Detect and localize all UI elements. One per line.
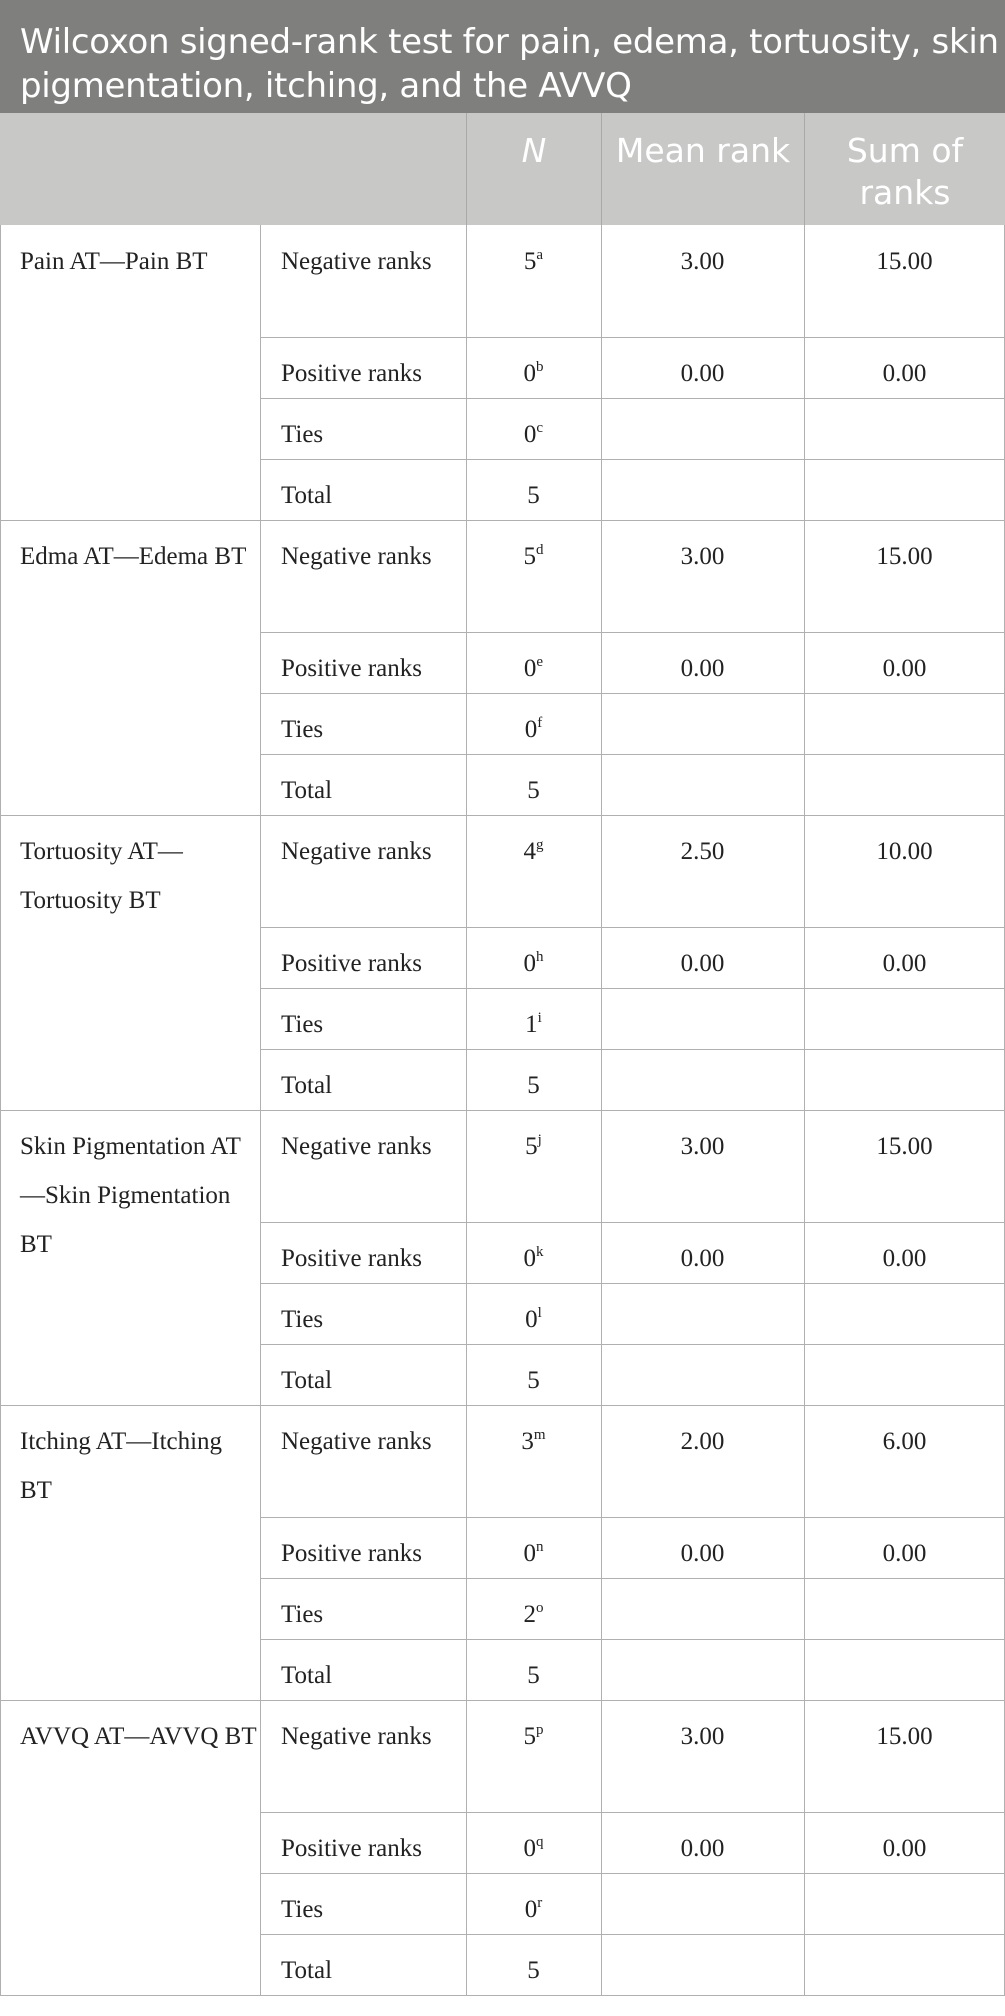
group-label: Edma AT—Edema BT <box>20 543 247 570</box>
sum-of-ranks-value <box>804 1049 1005 1110</box>
row-label: Negative ranks <box>281 248 432 275</box>
row-label: Positive ranks <box>281 1835 422 1862</box>
table-title: Wilcoxon signed-rank test for pain, edema, tortuosity, skin pigmentation, itching, and the AVVQ <box>0 0 1005 113</box>
mean-rank-value <box>601 1344 804 1405</box>
table-row <box>0 1283 1005 1344</box>
n-number: 0 <box>523 1540 536 1567</box>
footnote-marker: p <box>536 1722 544 1738</box>
n-number: 5 <box>523 1723 536 1750</box>
n-value <box>466 337 601 398</box>
n-value <box>466 815 601 927</box>
n-value <box>466 693 601 754</box>
row-label: Total <box>281 777 333 804</box>
footnote-marker: o <box>536 1600 544 1616</box>
n-number: 5 <box>527 482 540 509</box>
table-row <box>0 1517 1005 1578</box>
footnote-marker: q <box>536 1834 544 1850</box>
n-number: 5 <box>525 1133 538 1160</box>
row-label: Negative ranks <box>281 543 432 570</box>
group-label: Tortuosity AT—Tortuosity BT <box>20 838 183 914</box>
table-row <box>0 225 1005 337</box>
n-value <box>466 1578 601 1639</box>
mean-rank-value: 0.00 <box>680 1835 725 1862</box>
table-row <box>0 815 1005 927</box>
column-divider <box>804 225 805 1996</box>
row-label: Positive ranks <box>281 655 422 682</box>
row-label: Negative ranks <box>281 1428 432 1455</box>
n-value <box>466 1110 601 1222</box>
header-mean-rank: Mean rank <box>601 113 804 225</box>
n-value <box>466 1517 601 1578</box>
sum-of-ranks-value <box>804 459 1005 520</box>
mean-rank-value: 3.00 <box>680 1723 725 1750</box>
footnote-marker: k <box>536 1244 544 1260</box>
row-label: Positive ranks <box>281 950 422 977</box>
footnote-marker: d <box>536 542 544 558</box>
footnote-marker: c <box>536 420 544 436</box>
n-value <box>466 1222 601 1283</box>
mean-rank-value: 3.00 <box>680 248 725 275</box>
row-label: Ties <box>281 716 324 743</box>
mean-rank-value <box>601 1639 804 1700</box>
row-label: Ties <box>281 1601 324 1628</box>
header-sum-of-ranks: Sum of ranks <box>804 113 1005 225</box>
n-value <box>466 632 601 693</box>
footnote-marker: f <box>537 715 543 731</box>
footnote-marker: g <box>536 837 544 853</box>
sum-of-ranks-value <box>804 1873 1005 1934</box>
row-label: Ties <box>281 421 324 448</box>
sum-of-ranks-value <box>804 1578 1005 1639</box>
table-row <box>0 632 1005 693</box>
n-value <box>466 1283 601 1344</box>
sum-of-ranks-value: 0.00 <box>882 950 927 977</box>
table-row <box>0 1110 1005 1222</box>
table-row <box>0 988 1005 1049</box>
table-row <box>0 1873 1005 1934</box>
group-divider <box>0 1995 1005 1996</box>
mean-rank-value <box>601 754 804 815</box>
table-row <box>0 337 1005 398</box>
table-row <box>0 1934 1005 1995</box>
group-label: Skin Pigmentation AT—Skin Pigmentation BT <box>20 1133 241 1258</box>
mean-rank-value: 0.00 <box>680 1245 725 1272</box>
table-row <box>0 1700 1005 1812</box>
mean-rank-value: 2.00 <box>680 1428 725 1455</box>
mean-rank-value <box>601 1283 804 1344</box>
footnote-marker: h <box>536 949 544 965</box>
n-number: 5 <box>527 777 540 804</box>
footnote-marker: r <box>537 1895 543 1911</box>
table-row <box>0 520 1005 632</box>
n-value <box>466 520 601 632</box>
n-number: 0 <box>525 1306 538 1333</box>
footnote-marker: m <box>533 1427 546 1443</box>
footnote-marker: j <box>537 1132 542 1148</box>
group-label: Itching AT—Itching BT <box>20 1428 223 1504</box>
n-number: 0 <box>524 716 538 743</box>
sum-of-ranks-value <box>804 988 1005 1049</box>
row-label: Total <box>281 1367 333 1394</box>
header-n: N <box>466 113 601 225</box>
table-row <box>0 1405 1005 1517</box>
n-number: 0 <box>523 360 536 387</box>
footnote-marker: l <box>537 1305 542 1321</box>
mean-rank-value <box>601 398 804 459</box>
row-label: Total <box>281 1662 333 1689</box>
mean-rank-value <box>601 1873 804 1934</box>
mean-rank-value: 0.00 <box>680 360 725 387</box>
table-row <box>0 398 1005 459</box>
footnote-marker: i <box>537 1010 542 1026</box>
group-label: AVVQ AT—AVVQ BT <box>20 1723 257 1750</box>
row-label: Positive ranks <box>281 1245 422 1272</box>
sum-of-ranks-value: 0.00 <box>882 655 927 682</box>
n-number: 0 <box>523 1835 536 1862</box>
table-row <box>0 1222 1005 1283</box>
n-number: 0 <box>523 950 536 977</box>
sum-of-ranks-value: 0.00 <box>882 1540 927 1567</box>
sum-of-ranks-value <box>804 1639 1005 1700</box>
sum-of-ranks-value: 15.00 <box>876 248 933 275</box>
mean-rank-value <box>601 1578 804 1639</box>
group-label: Pain AT—Pain BT <box>20 248 208 275</box>
sum-of-ranks-value: 0.00 <box>882 1835 927 1862</box>
mean-rank-value <box>601 459 804 520</box>
sum-of-ranks-value <box>804 1283 1005 1344</box>
row-label: Ties <box>281 1011 324 1038</box>
n-value <box>466 398 601 459</box>
n-number: 5 <box>527 1662 540 1689</box>
sum-of-ranks-value: 6.00 <box>882 1428 927 1455</box>
n-value <box>466 1639 601 1700</box>
n-number: 5 <box>527 1072 540 1099</box>
row-label: Total <box>281 482 333 509</box>
n-value <box>466 1344 601 1405</box>
sum-of-ranks-value: 10.00 <box>876 838 933 865</box>
n-value <box>466 988 601 1049</box>
column-divider <box>601 225 602 1996</box>
mean-rank-value <box>601 1934 804 1995</box>
n-value <box>466 1812 601 1873</box>
mean-rank-value: 2.50 <box>680 838 725 865</box>
table-header <box>0 113 1005 225</box>
table-row <box>0 1049 1005 1110</box>
column-divider <box>466 225 467 1996</box>
n-value <box>466 1934 601 1995</box>
table-row <box>0 927 1005 988</box>
n-value <box>466 459 601 520</box>
n-number: 0 <box>523 421 537 448</box>
table-row <box>0 1812 1005 1873</box>
mean-rank-value: 0.00 <box>680 950 725 977</box>
row-label: Negative ranks <box>281 1723 432 1750</box>
row-label: Ties <box>281 1896 324 1923</box>
n-number: 5 <box>523 543 536 570</box>
n-number: 0 <box>524 1896 538 1923</box>
sum-of-ranks-value: 15.00 <box>876 1133 933 1160</box>
n-value <box>466 1405 601 1517</box>
sum-of-ranks-value <box>804 1934 1005 1995</box>
mean-rank-value: 0.00 <box>680 655 725 682</box>
sum-of-ranks-value: 15.00 <box>876 1723 933 1750</box>
row-label: Negative ranks <box>281 838 432 865</box>
table-row <box>0 754 1005 815</box>
mean-rank-value <box>601 693 804 754</box>
n-number: 5 <box>527 1367 540 1394</box>
table-body <box>0 225 1005 2000</box>
sum-of-ranks-value <box>804 754 1005 815</box>
n-value <box>466 1049 601 1110</box>
n-number: 0 <box>523 655 537 682</box>
footnote-marker: n <box>536 1539 544 1555</box>
mean-rank-value: 3.00 <box>680 543 725 570</box>
table-row <box>0 459 1005 520</box>
n-value <box>466 1873 601 1934</box>
n-value <box>466 754 601 815</box>
table-row <box>0 693 1005 754</box>
row-label: Positive ranks <box>281 360 422 387</box>
mean-rank-value: 3.00 <box>680 1133 725 1160</box>
n-value <box>466 225 601 337</box>
n-number: 2 <box>523 1601 536 1628</box>
footnote-marker: e <box>536 654 544 670</box>
row-label: Negative ranks <box>281 1133 432 1160</box>
table-row <box>0 1578 1005 1639</box>
n-number: 5 <box>527 1957 540 1984</box>
n-value <box>466 1700 601 1812</box>
mean-rank-value: 0.00 <box>680 1540 725 1567</box>
column-divider <box>260 225 261 1996</box>
table-row <box>0 1344 1005 1405</box>
table-row <box>0 1639 1005 1700</box>
n-number: 5 <box>523 248 537 275</box>
n-value <box>466 927 601 988</box>
n-number: 1 <box>525 1011 538 1038</box>
n-number: 0 <box>523 1245 536 1272</box>
row-label: Total <box>281 1072 333 1099</box>
sum-of-ranks-value: 0.00 <box>882 1245 927 1272</box>
row-label: Ties <box>281 1306 324 1333</box>
n-number: 3 <box>521 1428 534 1455</box>
n-number: 4 <box>523 838 536 865</box>
footnote-marker: b <box>536 359 544 375</box>
sum-of-ranks-value <box>804 1344 1005 1405</box>
row-label: Positive ranks <box>281 1540 422 1567</box>
sum-of-ranks-value: 15.00 <box>876 543 933 570</box>
row-label: Total <box>281 1957 333 1984</box>
sum-of-ranks-value <box>804 398 1005 459</box>
column-divider <box>0 225 1 1996</box>
footnote-marker: a <box>536 247 544 263</box>
sum-of-ranks-value: 0.00 <box>882 360 927 387</box>
mean-rank-value <box>601 988 804 1049</box>
sum-of-ranks-value <box>804 693 1005 754</box>
mean-rank-value <box>601 1049 804 1110</box>
